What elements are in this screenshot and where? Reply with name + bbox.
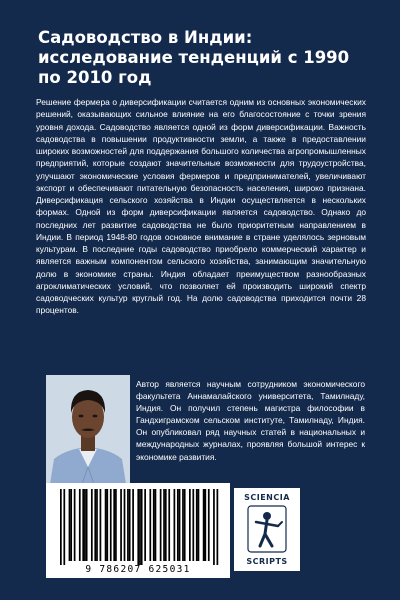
barcode-bar	[160, 489, 162, 561]
barcode-bar	[69, 489, 71, 561]
barcode-bar	[63, 489, 65, 565]
logo-text-top: SCIENCIA	[244, 493, 290, 502]
barcode-bar	[168, 489, 170, 561]
barcode-bar	[141, 489, 143, 565]
barcode-bar	[139, 489, 141, 565]
barcode-bar	[96, 489, 98, 561]
barcode-bar	[182, 489, 184, 561]
author-biography: Автор является научным сотрудником экономического факультета Аннамалайского университета, Тамилнаду, Индия. Он получил степень магистра философии в Гандхиграмском сельском институте, Тамилнаду, Индия. Он опубликовал ряд научных статей в национальных и международных журналах, проявляя большой интерес к экономике развития.	[136, 379, 365, 462]
barcode-bar	[144, 489, 146, 561]
barcode-bar	[120, 489, 122, 561]
barcode-bar	[137, 489, 139, 565]
barcode-bar	[177, 489, 179, 561]
barcode-bar	[192, 489, 194, 561]
barcode-bar	[60, 489, 62, 565]
barcode-bar	[100, 489, 102, 561]
barcode-bar	[196, 489, 198, 561]
barcode-bar	[124, 489, 126, 561]
barcode-bar	[189, 489, 191, 561]
logo-text-bottom: SCRIPTS	[246, 557, 288, 566]
barcode-bar	[113, 489, 115, 561]
barcode-bar	[115, 489, 117, 561]
barcode-bar	[70, 489, 72, 561]
isbn-number: 9 786207 625031	[85, 564, 191, 575]
barcode-bar	[203, 489, 205, 561]
barcode-bar	[153, 489, 155, 561]
barcode-bar	[105, 489, 107, 561]
barcode-bar	[165, 489, 167, 561]
barcode-bar	[217, 489, 219, 565]
barcode-bar	[86, 489, 88, 561]
barcode-bar	[91, 489, 93, 561]
barcode-bar	[84, 489, 86, 561]
barcode-bar	[110, 489, 112, 561]
barcode-bar	[204, 489, 206, 561]
barcode-bar	[208, 489, 210, 561]
barcode-bar	[129, 489, 131, 561]
barcode-bar	[79, 489, 81, 561]
isbn-barcode	[46, 483, 230, 578]
barcode-bar	[163, 489, 165, 561]
barcode-bar	[127, 489, 129, 561]
barcode-bar	[82, 489, 84, 561]
author-photo	[46, 375, 130, 484]
barcode-bar	[198, 489, 200, 561]
book-abstract: Решение фермера о диверсификации считается одним из основных экономических решений, оказывающих сильное влияние на его благосостояние с точки зрения уровня дохода. Садоводство является одной из форм диверсификации. Важность садоводства в повышении продуктивности земли, а также в предоставлении широких возможностей для поддержания большого количества агропромышленных предприятий, которые создают значительные возможности для трудоустройства, улучшают экономические условия фермеров и предпринимателей, увеличивают экспорт и обеспечивают питательную безопасность населения, широко признана. Диверсификация сельского хозяйства в Индии осуществляется в нескольких формах. Одной из форм диверсификации является садоводство. Однако до последних лет развитие садоводства не было приоритетным направлением в Индии. В период 1948-80 годов основное внимание в стране уделялось зерновым культурам. В последние годы садоводство приобрело коммерческий характер и является важным компонентом сельского хозяйства, занимающим значительную долю в экономике страны. Индия обладает преимуществом разнообразных агроклиматических условий, что позволяет ей производить широкий спектр садоводческих культур круглый год. На долю садоводства приходится почти 28 процентов.	[36, 97, 366, 316]
barcode-bar	[155, 489, 157, 561]
barcode-bar	[149, 489, 151, 561]
barcode-bar	[106, 489, 108, 561]
barcode-bar	[184, 489, 186, 561]
barcode-bar	[179, 489, 181, 561]
barcode-bar	[174, 489, 176, 561]
barcode-bar	[94, 489, 96, 561]
book-title: Садоводство в Индии: исследование тенденций с 1990 по 2010 год	[38, 28, 350, 87]
barcode-bar	[213, 489, 215, 565]
barcode-bar	[132, 489, 134, 561]
barcode-bar	[74, 489, 76, 561]
publisher-logo	[234, 488, 300, 571]
